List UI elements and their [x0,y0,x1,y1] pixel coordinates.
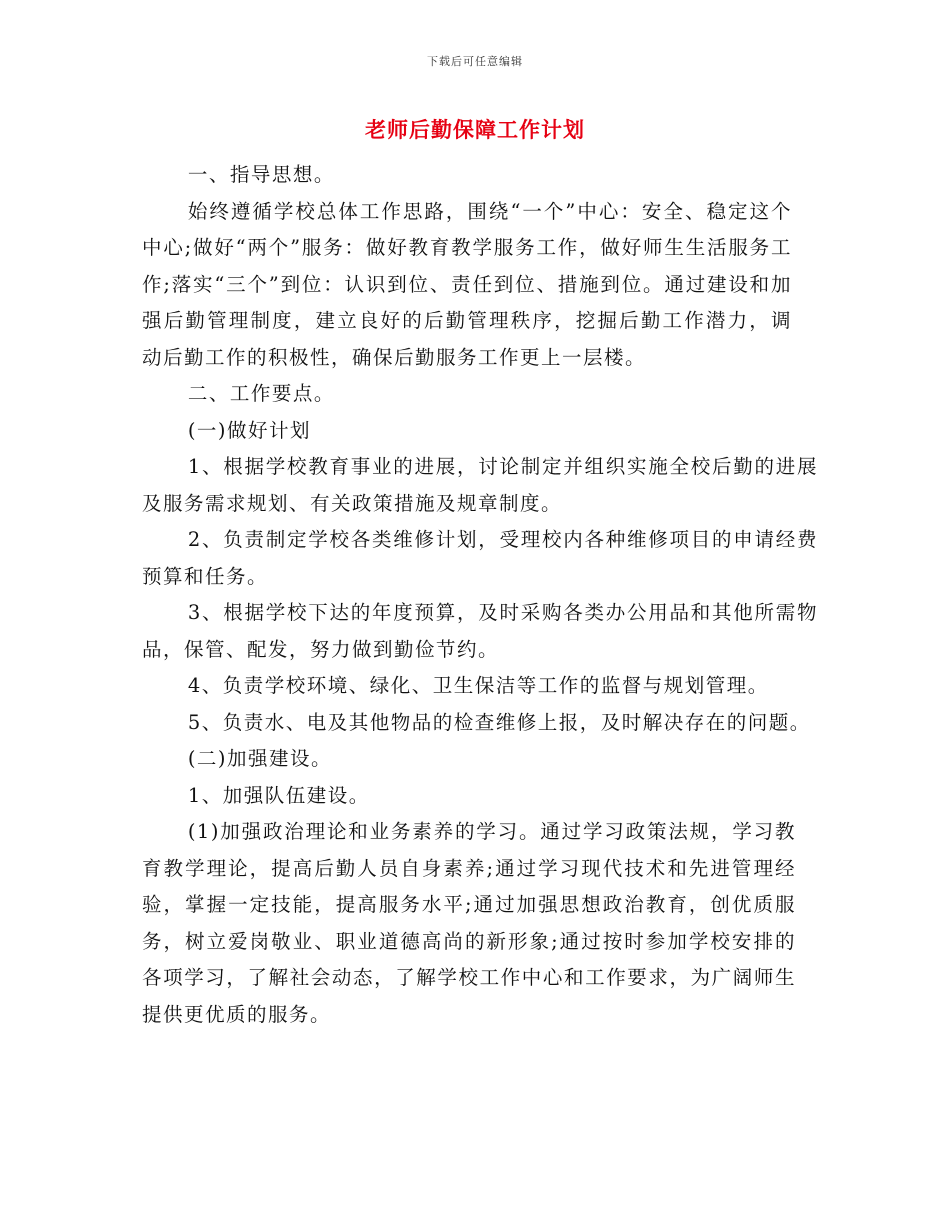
section-heading-guiding-ideology: 一、指导思想。 [187,163,335,186]
subsection-heading-plan: (一)做好计划 [187,418,312,442]
paragraph-political-study: (1)加强政治理论和业务素养的学习。通过学习政策法规，学习教育教学理论，提高后勤人员自身素养;通过学习现代技术和先进管理经验，掌握一定技能，提高服务水平;通过加强思想政治教育，创优质服务，树立爱岗敬业、职业道德高尚的新形象;通过按时参加学校安排的各项学习，了解社会动态，了解学校工作中心和工作要求，为广阔师生提供更优质的服务。 [142,820,796,1026]
list-item-plan-4: 4、负责学校环境、绿化、卫生保洁等工作的监督与规划管理。 [187,674,769,697]
document-title: 老师后勤保障工作计划 [365,117,585,142]
document-body [142,157,818,1033]
list-item-team-building: 1、加强队伍建设。 [187,783,370,807]
list-item-plan-2: 2、负责制定学校各类维修计划，受理校内各种维修项目的申请经费预算和任务。 [142,528,818,588]
paragraph-guiding-ideology: 始终遵循学校总体工作思路，围绕“一个”中心：安全、稳定这个中心;做好“两个”服务：做好教育教学服务工作，做好师生生活服务工作;落实“三个”到位：认识到位、责任到位、措施到位。通过建设和加强后勤管理制度，建立良好的后勤管理秩序，挖掘后勤工作潜力，调动后勤工作的积极性，确保后勤服务工作更上一层楼。 [142,199,792,369]
section-heading-work-points: 二、工作要点。 [187,382,335,405]
page-header-note: 下载后可任意编辑 [427,55,523,68]
subsection-heading-construction: (二)加强建设。 [187,747,333,770]
list-item-plan-1: 1、根据学校教育事业的进展，讨论制定并组织实施全校后勤的进展及服务需求规划、有关政策措施及规章制度。 [142,455,818,515]
list-item-plan-5: 5、负责水、电及其他物品的检查维修上报，及时解决存在的问题。 [187,710,811,734]
list-item-plan-3: 3、根据学校下达的年度预算，及时采购各类办公用品和其他所需物品，保管、配发，努力做到勤俭节约。 [142,601,818,661]
